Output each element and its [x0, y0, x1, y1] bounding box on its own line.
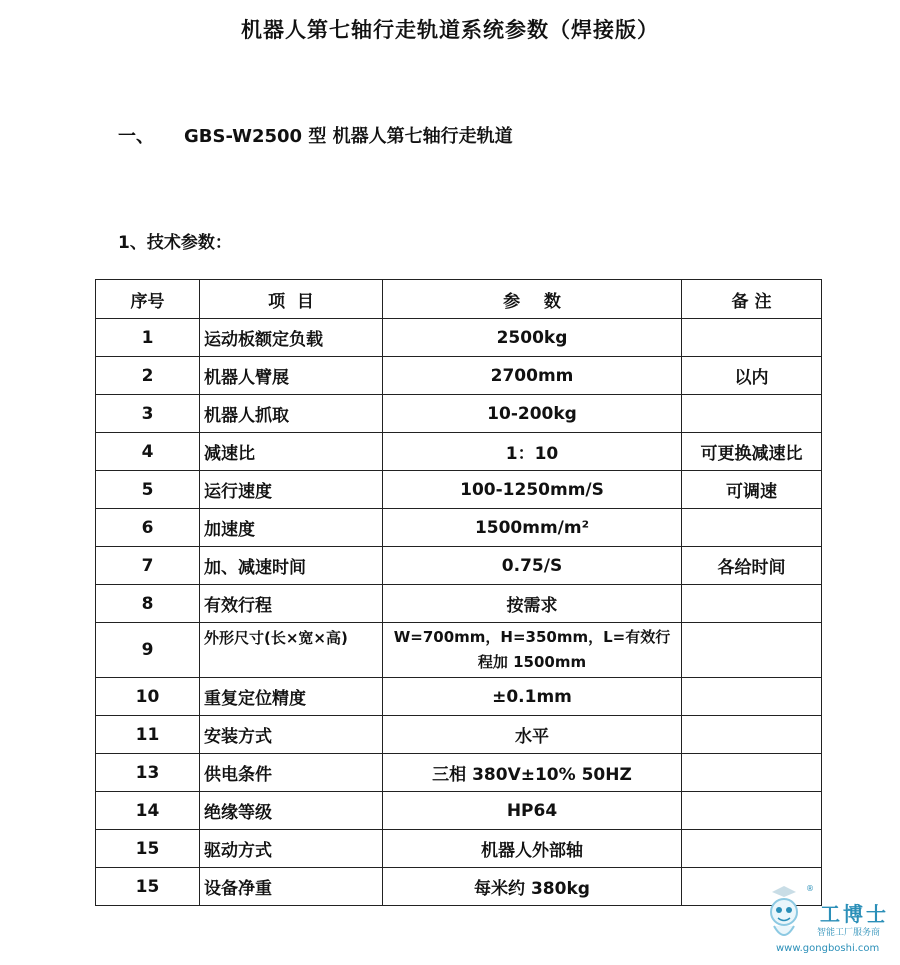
row-item: 加速度	[200, 509, 383, 547]
table-row	[96, 433, 822, 471]
row-item: 运行速度	[200, 471, 383, 509]
table-row	[96, 509, 822, 547]
row-index: 1	[96, 319, 200, 357]
row-value: 100-1250mm/S	[383, 471, 682, 509]
row-note	[682, 395, 822, 433]
section-title: GBS-W2500 型 机器人第七轴行走轨道	[184, 126, 513, 147]
row-item: 设备净重	[200, 868, 383, 906]
section-heading	[118, 122, 513, 148]
row-note	[682, 623, 822, 678]
row-item: 安装方式	[200, 716, 383, 754]
table-header-row	[96, 280, 822, 319]
row-value: 水平	[383, 716, 682, 754]
row-note	[682, 509, 822, 547]
row-item: 运动板额定负载	[200, 319, 383, 357]
header-value: 参 数	[383, 280, 682, 319]
row-item: 外形尺寸(长×宽×高)	[200, 623, 383, 678]
row-note	[682, 716, 822, 754]
row-value: 10-200kg	[383, 395, 682, 433]
table-row	[96, 792, 822, 830]
header-note: 备 注	[682, 280, 822, 319]
row-item: 重复定位精度	[200, 678, 383, 716]
row-item: 驱动方式	[200, 830, 383, 868]
watermark-tagline: 智能工厂服务商	[817, 928, 881, 938]
row-note	[682, 319, 822, 357]
row-value: 0.75/S	[383, 547, 682, 585]
row-index: 13	[96, 754, 200, 792]
row-note	[682, 585, 822, 623]
row-note	[682, 754, 822, 792]
table-row	[96, 585, 822, 623]
table-row	[96, 623, 822, 678]
row-index: 8	[96, 585, 200, 623]
row-note: 可更换减速比	[682, 433, 822, 471]
row-value: HP64	[383, 792, 682, 830]
row-item: 绝缘等级	[200, 792, 383, 830]
row-value: 1500mm/m²	[383, 509, 682, 547]
row-index: 5	[96, 471, 200, 509]
table-row	[96, 395, 822, 433]
table-row	[96, 471, 822, 509]
row-note	[682, 830, 822, 868]
row-index: 6	[96, 509, 200, 547]
table-row	[96, 830, 822, 868]
watermark-url: www.gongboshi.com	[776, 943, 880, 954]
table-row	[96, 868, 822, 906]
row-note: 可调速	[682, 471, 822, 509]
row-value: 每米约 380kg	[383, 868, 682, 906]
row-value: 三相 380V±10% 50HZ	[383, 754, 682, 792]
row-index: 10	[96, 678, 200, 716]
row-note: 以内	[682, 357, 822, 395]
section-number: 一、	[118, 126, 154, 147]
watermark-registered-mark: ®	[806, 884, 814, 893]
document-title: 机器人第七轴行走轨道系统参数（焊接版）	[241, 18, 659, 42]
subsection-heading: 1、技术参数：	[118, 233, 232, 253]
row-item: 加、减速时间	[200, 547, 383, 585]
table-row	[96, 678, 822, 716]
table-row	[96, 716, 822, 754]
row-index: 15	[96, 868, 200, 906]
table-row	[96, 319, 822, 357]
header-item: 项 目	[200, 280, 383, 319]
row-note: 各给时间	[682, 547, 822, 585]
table-row	[96, 754, 822, 792]
table-row	[96, 547, 822, 585]
row-index: 14	[96, 792, 200, 830]
row-index: 7	[96, 547, 200, 585]
row-item: 机器人臂展	[200, 357, 383, 395]
row-value: 1：10	[383, 433, 682, 471]
row-note	[682, 792, 822, 830]
row-index: 2	[96, 357, 200, 395]
row-value: W=700mm，H=350mm，L=有效行程加 1500mm	[383, 623, 682, 678]
row-item: 有效行程	[200, 585, 383, 623]
row-index: 3	[96, 395, 200, 433]
parameters-table	[95, 279, 822, 906]
row-item: 供电条件	[200, 754, 383, 792]
row-value: 2500kg	[383, 319, 682, 357]
row-value: 机器人外部轴	[383, 830, 682, 868]
table-row	[96, 357, 822, 395]
row-item: 减速比	[200, 433, 383, 471]
row-index: 4	[96, 433, 200, 471]
watermark-brand: 工博士	[820, 902, 889, 926]
row-note	[682, 678, 822, 716]
row-index: 9	[96, 623, 200, 678]
row-index: 15	[96, 830, 200, 868]
row-index: 11	[96, 716, 200, 754]
header-index: 序号	[96, 280, 200, 319]
row-value: 按需求	[383, 585, 682, 623]
row-item: 机器人抓取	[200, 395, 383, 433]
row-value: 2700mm	[383, 357, 682, 395]
row-value: ±0.1mm	[383, 678, 682, 716]
